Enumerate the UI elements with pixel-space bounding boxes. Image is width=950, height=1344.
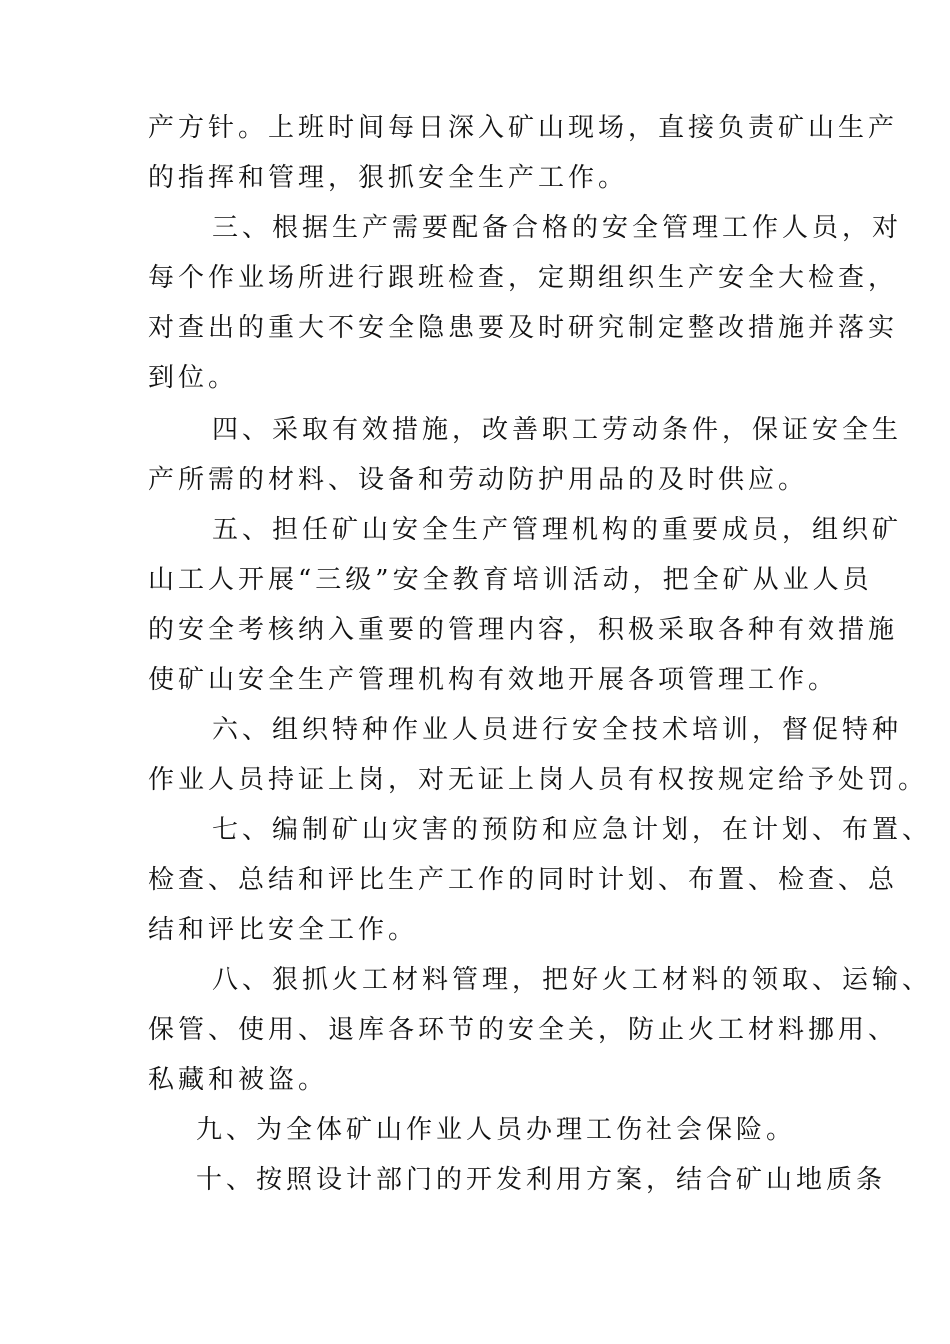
text-line: 的指挥和管理，狠抓安全生产工作。 bbox=[148, 163, 629, 193]
paragraph-4-start: 四、采取有效措施，改善职工劳动条件，保证安全生 bbox=[212, 415, 903, 445]
text-line: 作业人员持证上岗，对无证上岗人员有权按规定给予处罚。 bbox=[148, 765, 929, 795]
text-line: 结和评比安全工作。 bbox=[148, 915, 419, 945]
paragraph-7-start: 七、编制矿山灾害的预防和应急计划，在计划、布置、 bbox=[212, 815, 933, 845]
text-line: 产所需的材料、设备和劳动防护用品的及时供应。 bbox=[148, 465, 809, 495]
text-line: 私藏和被盗。 bbox=[148, 1065, 329, 1095]
text-line: 检查、总结和评比生产工作的同时计划、布置、检查、总 bbox=[148, 865, 899, 895]
paragraph-3-start: 三、根据生产需要配备合格的安全管理工作人员，对 bbox=[212, 213, 903, 243]
text-line: 每个作业场所进行跟班检查，定期组织生产安全大检查， bbox=[148, 263, 899, 293]
text-line: 使矿山安全生产管理机构有效地开展各项管理工作。 bbox=[148, 665, 839, 695]
paragraph-5-start: 五、担任矿山安全生产管理机构的重要成员，组织矿 bbox=[212, 515, 903, 545]
text-line: 到位。 bbox=[148, 363, 239, 393]
text-line: 保管、使用、退库各环节的安全关，防止火工材料挪用、 bbox=[148, 1015, 899, 1045]
paragraph-8-start: 八、狠抓火工材料管理，把好火工材料的领取、运输、 bbox=[212, 965, 933, 995]
text-line: 山工人开展“三级”安全教育培训活动，把全矿从业人员 bbox=[148, 565, 873, 595]
paragraph-9-start: 九、为全体矿山作业人员办理工伤社会保险。 bbox=[196, 1115, 797, 1145]
paragraph-6-start: 六、组织特种作业人员进行安全技术培训，督促特种 bbox=[212, 715, 903, 745]
paragraph-10-start: 十、按照设计部门的开发利用方案，结合矿山地质条 bbox=[196, 1165, 887, 1195]
text-line: 的安全考核纳入重要的管理内容，积极采取各种有效措施 bbox=[148, 615, 899, 645]
text-line: 对查出的重大不安全隐患要及时研究制定整改措施并落实 bbox=[148, 313, 899, 343]
text-line: 产方针。上班时间每日深入矿山现场，直接负责矿山生产 bbox=[148, 113, 899, 143]
